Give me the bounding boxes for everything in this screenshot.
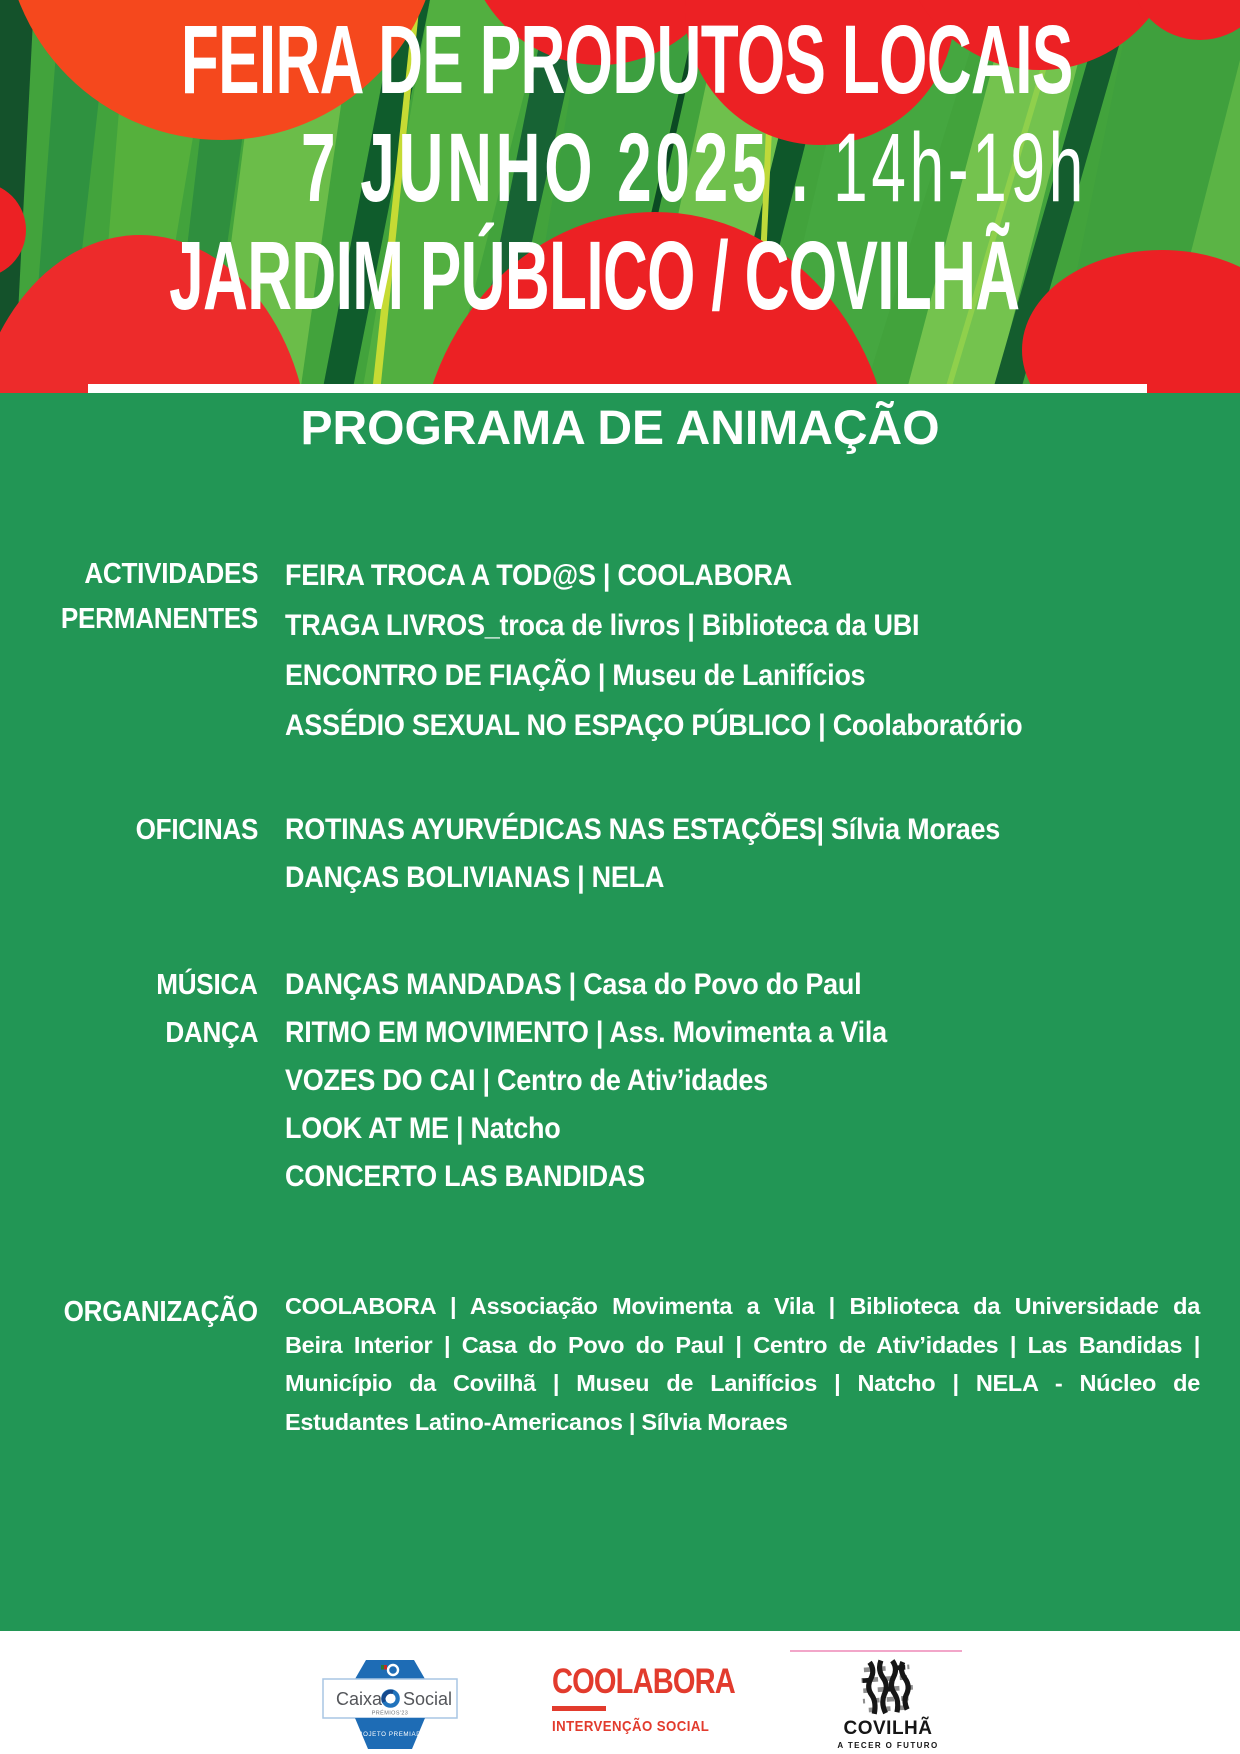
poster-title [0, 6, 1170, 330]
events-actividades-permanentes [285, 551, 1104, 751]
event-text: DANÇAS BOLIVIANAS | NELA [285, 861, 665, 894]
organization-credits-line: Estudantes Latino-Americanos | Sílvia Moraes [285, 1408, 788, 1435]
event-text: LOOK AT ME | Natcho [285, 1112, 561, 1145]
event-text: DANÇAS MANDADAS | Casa do Povo do Paul [285, 968, 862, 1001]
event-text: ROTINAS AYURVÉDICAS NAS ESTAÇÕES| Sílvia Moraes [285, 813, 1001, 846]
event-item [285, 1105, 954, 1153]
label-text: MÚSICA [156, 969, 258, 1001]
event-text: RITMO EM MOVIMENTO | Ass. Movimenta a Vila [285, 1016, 887, 1049]
event-text: TRAGA LIVROS_troca de livros | Biblioteca da UBI [285, 609, 920, 642]
caixa-social-logo [322, 1660, 458, 1754]
poster-footer [0, 1631, 1240, 1754]
event-text: CONCERTO LAS BANDIDAS [285, 1160, 645, 1193]
event-item [285, 701, 1104, 751]
organization-credits-line: COOLABORA | Associação Movimenta a Vila | Biblioteca da Universidade da [285, 1293, 1200, 1319]
label-text: OFICINAS [135, 814, 258, 846]
section-label-line [0, 806, 258, 854]
section-label-actividades-permanentes [0, 552, 258, 642]
coolabora-tagline: INTERVENÇÃO SOCIAL [552, 1718, 710, 1735]
organization-credits-line: Município da Covilhã | Museu de Lanifícios | Natcho | NELA - Núcleo de [285, 1370, 1200, 1396]
caixa-premios-text: PRÉMIOS'23 [371, 1710, 409, 1717]
event-item [285, 1057, 954, 1105]
poster-date: 7 JUNHO 2025 . [301, 113, 813, 222]
covilha-logo [818, 1659, 958, 1750]
event-text: ENCONTRO DE FIAÇÃO | Museu de Lanifícios [285, 659, 866, 692]
label-text: ACTIVIDADES [84, 558, 258, 590]
section-label-oficinas [0, 806, 258, 854]
event-item [285, 551, 1104, 601]
event-text: FEIRA TROCA A TOD@S | COOLABORA [285, 559, 793, 592]
event-text: ASSÉDIO SEXUAL NO ESPAÇO PÚBLICO | Coolaboratório [285, 709, 1023, 742]
event-item [285, 1009, 954, 1057]
covilha-pink-line [790, 1650, 962, 1652]
covilha-tagline: A TECER O FUTURO [837, 1741, 939, 1750]
section-label-musica-danca [0, 961, 258, 1057]
event-item [285, 601, 1104, 651]
event-item [285, 651, 1104, 701]
organization-credits [285, 1287, 1200, 1441]
event-item [285, 961, 954, 1009]
poster-title-text-1: FEIRA DE PRODUTOS LOCAIS [180, 5, 1073, 114]
section-label-line [0, 1009, 258, 1057]
events-musica-danca [285, 961, 954, 1201]
section-label-line [0, 961, 258, 1009]
coolabora-underline [552, 1706, 606, 1711]
event-item [285, 1153, 954, 1201]
caixa-ribbon-text: PROJETO PREMIADO [353, 1731, 427, 1738]
section-label-organizacao [0, 1290, 258, 1335]
poster-header [0, 0, 1240, 393]
poster-location: JARDIM PÚBLICO / COVILHÃ [169, 221, 1020, 330]
weave-icon [856, 1659, 920, 1717]
label-text: ORGANIZAÇÃO [63, 1296, 258, 1328]
section-label-line [0, 1290, 258, 1335]
poster-title-line-2 [0, 114, 1170, 222]
program-heading: PROGRAMA DE ANIMAÇÃO [300, 402, 940, 455]
organization-credits-line: Beira Interior | Casa do Povo do Paul | Centro de Ativ’idades | Las Bandidas | [285, 1331, 1200, 1358]
label-text: DANÇA [165, 1017, 258, 1049]
poster-title-line-1 [0, 6, 1170, 114]
coolabora-wordmark: COOLABORA [552, 1662, 735, 1701]
section-label-line [0, 597, 258, 642]
events-oficinas [285, 806, 1080, 902]
caixa-flag-mark [381, 1665, 387, 1670]
event-item [285, 854, 1080, 902]
label-text: PERMANENTES [60, 603, 258, 635]
poster-title-line-3 [0, 222, 1170, 330]
caixa-badge-top [355, 1660, 425, 1679]
caixa-word-right: Social [403, 1689, 453, 1709]
coolabora-logo [552, 1664, 772, 1736]
event-text: VOZES DO CAI | Centro de Ativ’idades [285, 1064, 768, 1097]
caixa-word-left: Caixa [336, 1689, 383, 1709]
poster-hours: 14h-19h [833, 113, 1088, 222]
covilha-wordmark: COVILHÃ [843, 1718, 933, 1739]
event-item [285, 806, 1080, 854]
header-separator-line [88, 384, 1147, 393]
section-label-line [0, 552, 258, 597]
